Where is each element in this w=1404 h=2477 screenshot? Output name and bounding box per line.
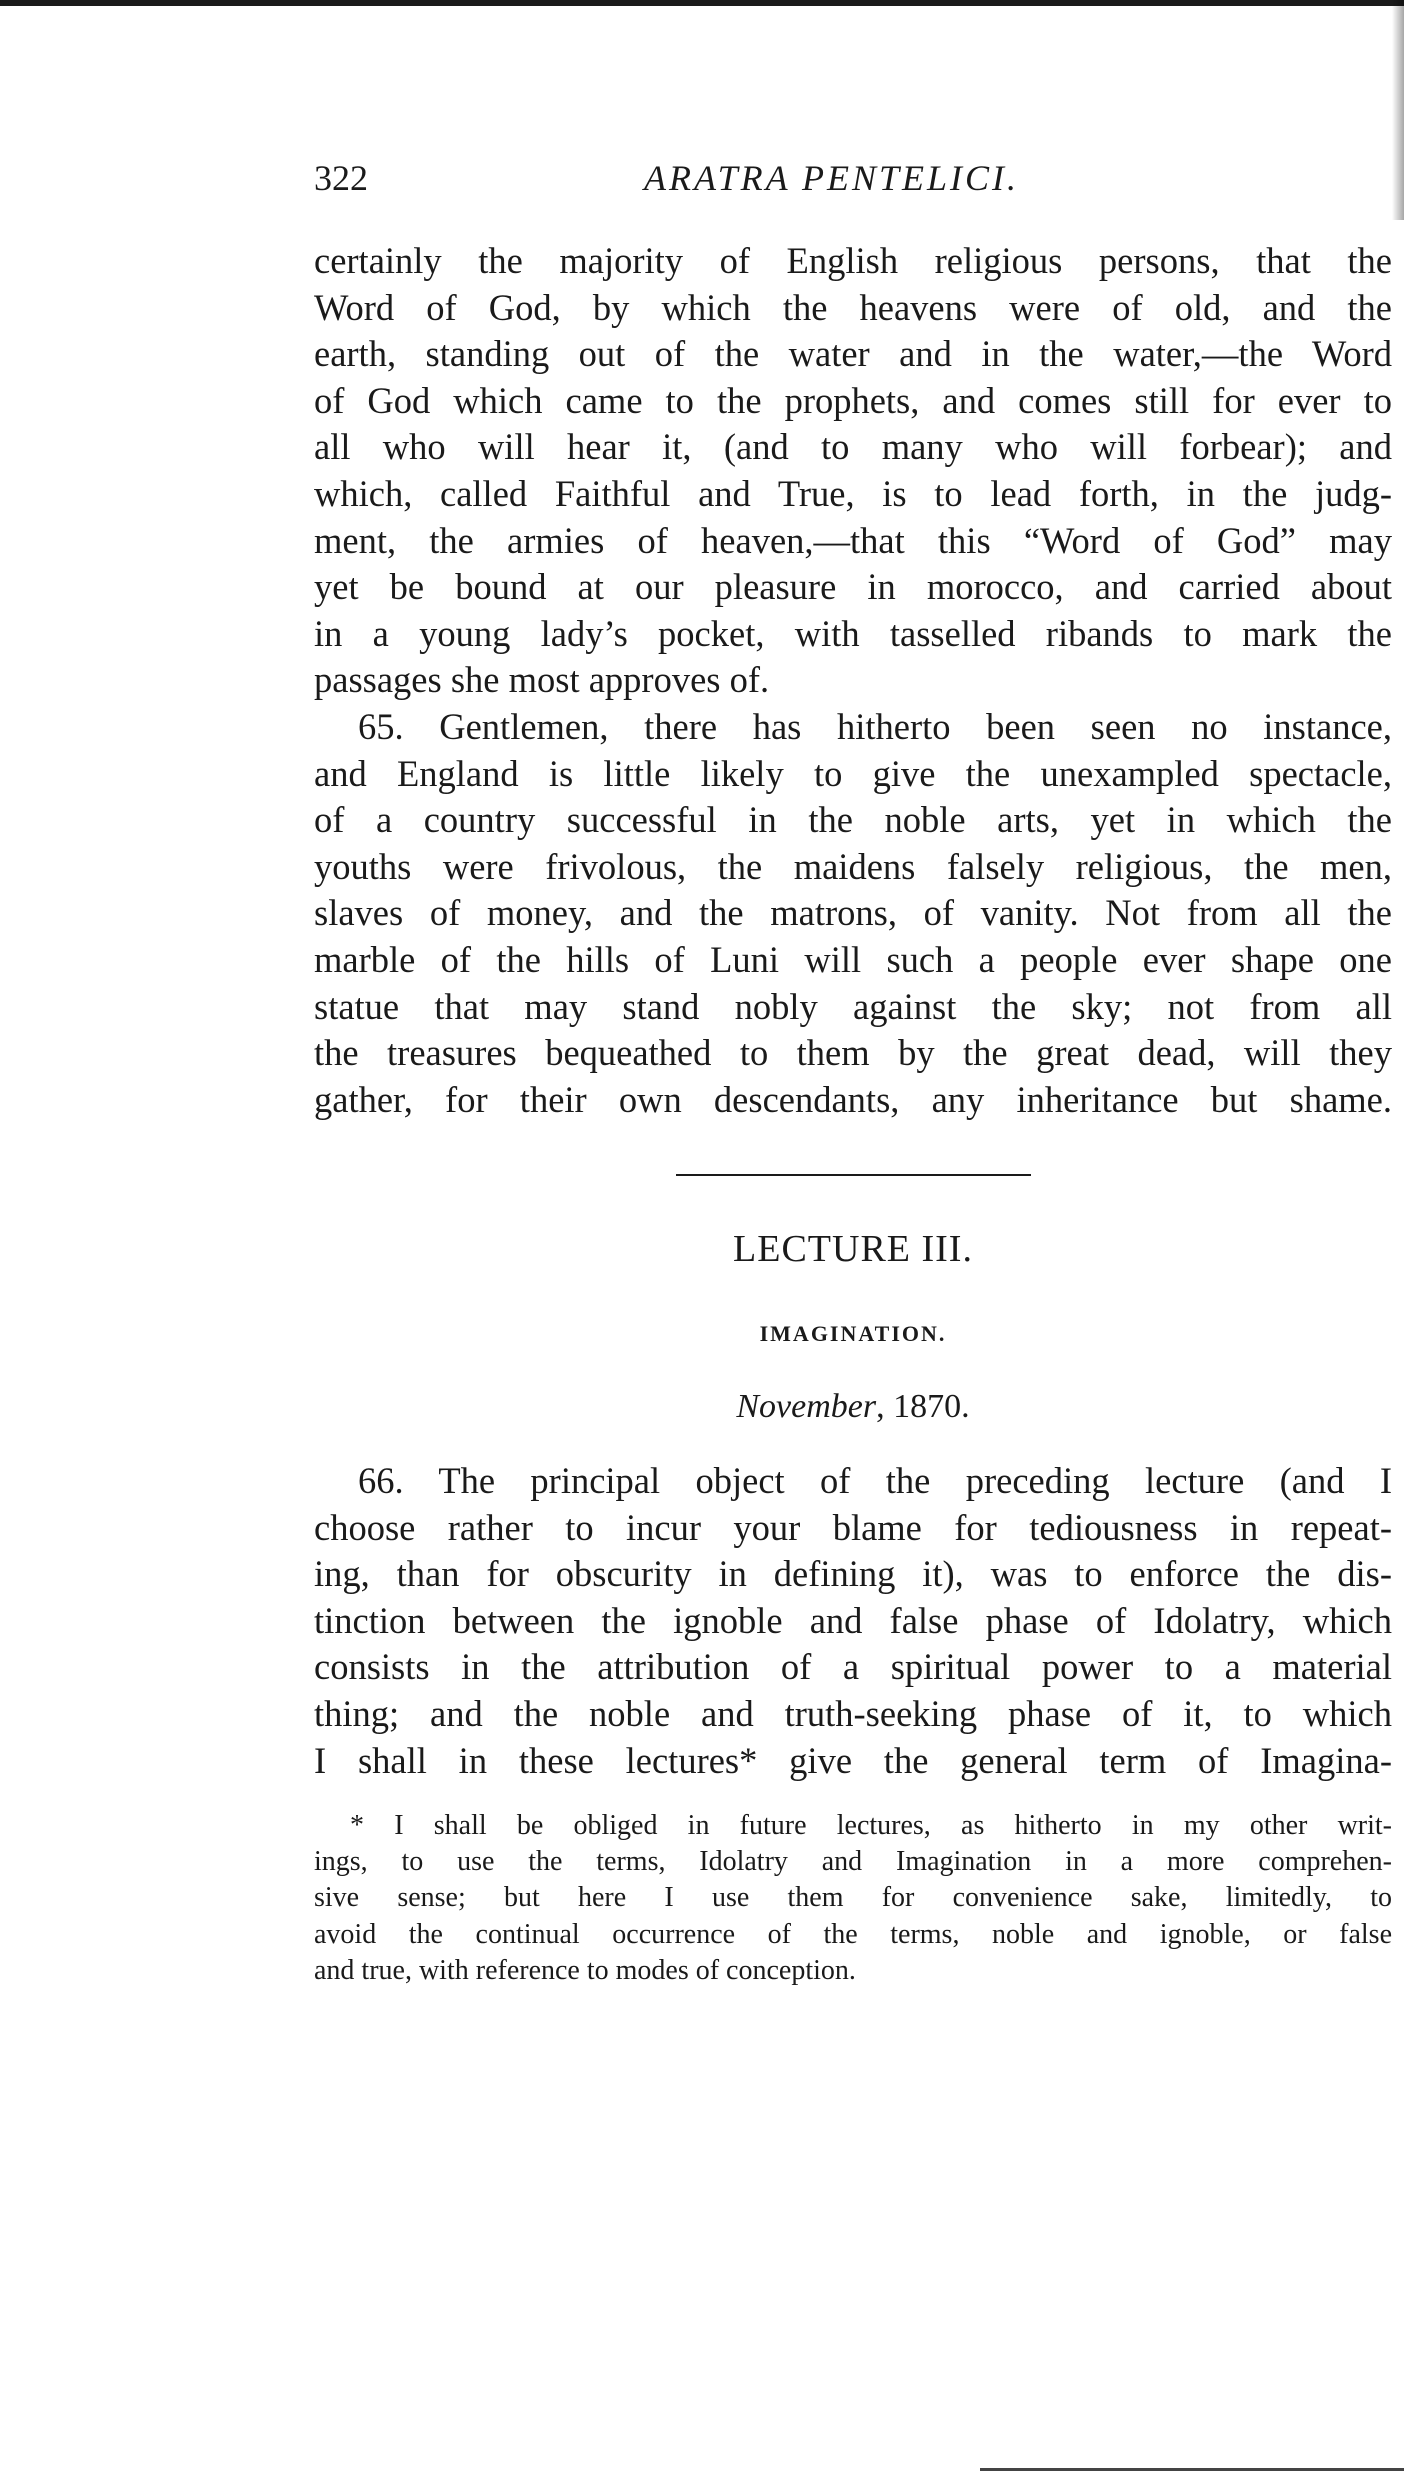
page-number: 322: [314, 158, 368, 198]
section-separator-rule: [676, 1174, 1031, 1176]
lecture-date-month: November: [736, 1388, 877, 1425]
lecture-title: LECTURE III.: [733, 1228, 973, 1270]
text-line: ing, than for obscurity in defining it), was to enforce the dis-: [314, 1553, 1392, 1595]
text-line: of God which came to the prophets, and comes still for ever to: [314, 379, 1392, 421]
text-line: youths were frivolous, the maidens falsely religious, the men,: [314, 845, 1392, 887]
text-line: the treasures bequeathed to them by the great dead, will they: [314, 1032, 1392, 1074]
text-line: passages she most approves of.: [314, 659, 770, 701]
text-line: slaves of money, and the matrons, of vanity. Not from all the: [314, 892, 1392, 934]
text-line: all who will hear it, (and to many who will forbear); and: [314, 426, 1392, 468]
body-text-section-64-65: [314, 238, 1392, 1123]
page-edge-shadow: [1392, 0, 1404, 220]
footnote-line: avoid the continual occurrence of the terms, noble and ignoble, or false: [314, 1918, 1392, 1950]
body-text-section-66: [314, 1458, 1392, 1784]
text-line: of a country successful in the noble arts, yet in which the: [314, 799, 1392, 841]
footnote-line: sive sense; but here I use them for convenience sake, limitedly, to: [314, 1882, 1392, 1914]
paragraph-65-start: 65. Gentlemen, there has hitherto been seen no instance,: [358, 705, 1392, 747]
text-line: Word of God, by which the heavens were of old, and the: [314, 286, 1392, 328]
footnote-line: and true, with reference to modes of conception.: [314, 1954, 856, 1986]
footnote-line: ings, to use the terms, Idolatry and Imagination in a more comprehen-: [314, 1846, 1392, 1878]
text-line: ment, the armies of heaven,—that this “Word of God” may: [314, 519, 1392, 561]
text-line: choose rather to incur your blame for tediousness in repeat-: [314, 1506, 1392, 1548]
paragraph-66-start: 66. The principal object of the preceding lecture (and I: [358, 1460, 1392, 1501]
text-line: certainly the majority of English religious persons, that the: [314, 240, 1392, 281]
footnote: [314, 1808, 1392, 1989]
bottom-page-edge: [980, 2468, 1404, 2471]
text-line: I shall in these lectures* give the general term of Imagina-: [314, 1739, 1392, 1781]
footnote-line: * I shall be obliged in future lectures, as hitherto in my other writ-: [350, 1810, 1392, 1841]
text-line: earth, standing out of the water and in the water,—the Word: [314, 333, 1392, 375]
page-header: [314, 157, 1054, 207]
text-line: tinction between the ignoble and false phase of Idolatry, which: [314, 1599, 1392, 1641]
lecture-date-year: , 1870.: [876, 1388, 970, 1425]
lecture-subtitle: IMAGINATION.: [759, 1321, 947, 1346]
text-line: gather, for their own descendants, any inheritance but shame.: [314, 1078, 1392, 1120]
text-line: statue that may stand nobly against the sky; not from all: [314, 985, 1392, 1027]
text-line: marble of the hills of Luni will such a people ever shape one: [314, 938, 1392, 980]
lecture-date: [314, 1388, 1392, 1426]
text-line: in a young lady’s pocket, with tasselled ribands to mark the: [314, 612, 1392, 654]
text-line: yet be bound at our pleasure in morocco, and carried about: [314, 566, 1392, 608]
running-title: ARATRA PENTELICI.: [644, 158, 1019, 198]
text-line: consists in the attribution of a spiritual power to a material: [314, 1646, 1392, 1688]
top-page-edge: [0, 0, 1404, 6]
text-line: thing; and the noble and truth-seeking phase of it, to which: [314, 1692, 1392, 1734]
text-line: which, called Faithful and True, is to lead forth, in the judg-: [314, 472, 1392, 514]
text-line: and England is little likely to give the unexampled spectacle,: [314, 752, 1392, 794]
